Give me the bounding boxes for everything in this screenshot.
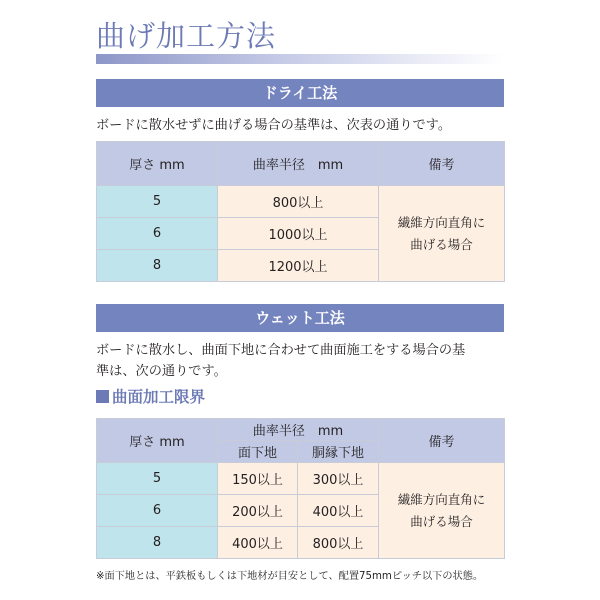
- curved-limit-subheading: [96, 385, 205, 407]
- radius-cell: 1200以上: [218, 250, 379, 282]
- dry-method-description: ボードに散水せずに曲げる場合の基準は、次表の通りです。: [96, 118, 452, 133]
- note-line-2: 曲げる場合: [410, 236, 473, 252]
- note-line-2: 曲げる場合: [410, 513, 473, 529]
- thickness-cell: 5: [97, 463, 218, 495]
- wet-method-description-line-1: ボードに散水し、曲面下地に合わせて曲面施工をする場合の基: [96, 343, 466, 358]
- header-surface-base: 面下地: [218, 441, 298, 463]
- thickness-cell: 8: [97, 250, 218, 282]
- table-row: [97, 463, 505, 495]
- wet-method-table: [96, 418, 505, 559]
- radius-cell: 1000以上: [218, 218, 379, 250]
- table-row: [97, 186, 505, 218]
- note-cell: [379, 463, 505, 559]
- wet-method-heading: ウェット工法: [96, 304, 504, 332]
- curved-limit-subheading-text: 曲面加工限界: [112, 388, 206, 406]
- page-title: 曲げ加工方法: [96, 19, 277, 53]
- dry-method-table: [96, 141, 505, 282]
- surface-radius-cell: 150以上: [218, 463, 298, 495]
- furring-radius-cell: 400以上: [298, 495, 379, 527]
- header-radius: 曲率半径 mm: [218, 142, 379, 186]
- header-radius: 曲率半径 mm: [218, 419, 379, 441]
- note-line-1: 繊維方向直角に: [397, 214, 486, 230]
- thickness-cell: 6: [97, 218, 218, 250]
- note-cell: [379, 186, 505, 282]
- furring-radius-cell: 800以上: [298, 527, 379, 559]
- furring-radius-cell: 300以上: [298, 463, 379, 495]
- dry-method-heading: ドライ工法: [96, 79, 504, 107]
- footnote: ※面下地とは、平鉄板もしくは下地材が目安として、配置75mmピッチ以下の状態。: [96, 571, 484, 582]
- header-thickness: 厚さ mm: [97, 142, 218, 186]
- radius-cell: 800以上: [218, 186, 379, 218]
- title-underline-bar: [96, 54, 504, 64]
- thickness-cell: 8: [97, 527, 218, 559]
- square-bullet-icon: [96, 390, 109, 403]
- header-note: 備考: [379, 142, 505, 186]
- header-thickness: 厚さ mm: [97, 419, 218, 463]
- note-line-1: 繊維方向直角に: [397, 491, 486, 507]
- surface-radius-cell: 200以上: [218, 495, 298, 527]
- header-furring-base: 胴縁下地: [298, 441, 379, 463]
- thickness-cell: 5: [97, 186, 218, 218]
- wet-method-description-line-2: 準は、次の通りです。: [96, 364, 227, 379]
- thickness-cell: 6: [97, 495, 218, 527]
- header-note: 備考: [379, 419, 505, 463]
- surface-radius-cell: 400以上: [218, 527, 298, 559]
